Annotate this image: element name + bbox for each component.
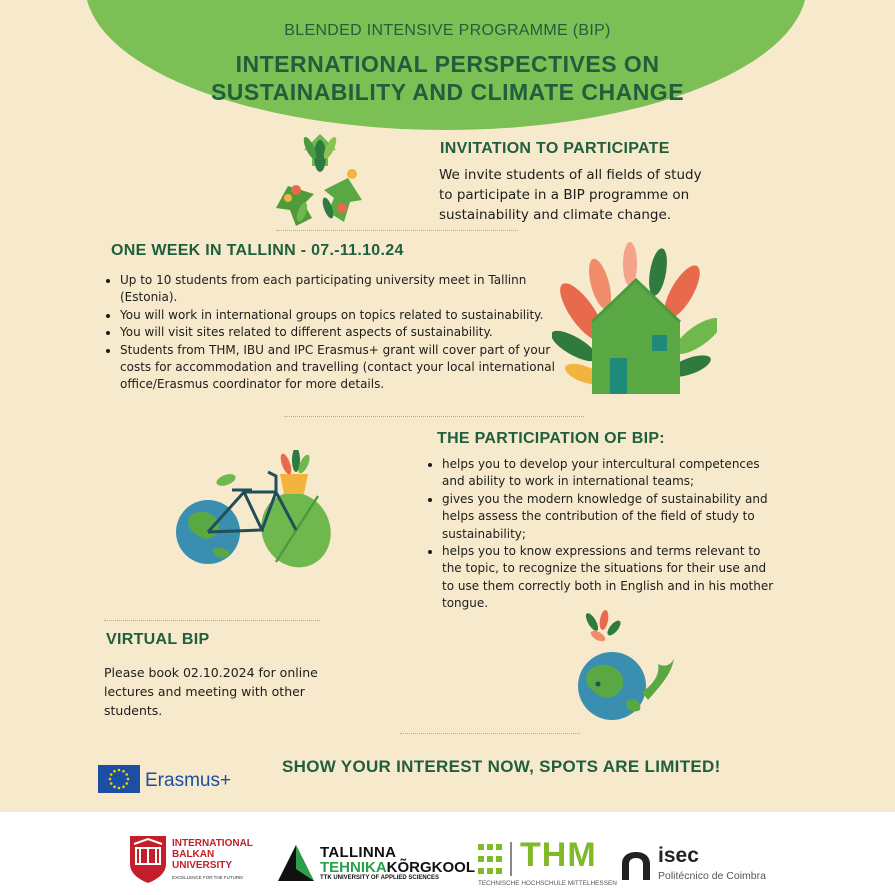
divider: [104, 620, 320, 621]
thm-subtitle: TECHNISCHE HOCHSCHULE MITTELHESSEN: [478, 880, 617, 887]
list-item: • helps you to develop your intercultural competences and ability to work in international teams;: [442, 456, 782, 491]
ttk-line-2a: TEHNIKA: [320, 859, 387, 876]
ibu-logo: [128, 834, 258, 884]
tallinn-heading: ONE WEEK IN TALLINN - 07.-11.10.24: [111, 242, 404, 259]
virtual-line-3: students.: [104, 703, 163, 718]
title-line-1: INTERNATIONAL PERSPECTIVES ON: [235, 51, 660, 77]
tallinn-list: [104, 272, 560, 394]
participation-heading: THE PARTICIPATION OF BIP:: [437, 430, 665, 447]
list-item: • You will work in international groups on topics related to sustainability.: [120, 307, 560, 324]
invitation-line-3: sustainability and climate change.: [439, 207, 672, 223]
isec-arch-icon: [620, 850, 652, 880]
ttk-logo: [276, 840, 476, 884]
virtual-heading: VIRTUAL BIP: [106, 631, 210, 648]
thm-divider: [510, 842, 512, 876]
ttk-line-1: TALLINNA: [320, 844, 397, 861]
divider: [284, 416, 584, 417]
ibu-line-2: BALKAN: [172, 849, 215, 860]
thm-wordmark: THM: [520, 836, 597, 874]
globe-bicycle-icon: [172, 450, 337, 572]
invitation-line-1: We invite students of all fields of study: [439, 167, 702, 183]
divider: [276, 230, 518, 231]
ibu-name: [172, 838, 253, 871]
ttk-line-3: TTK UNIVERSITY OF APPLIED SCIENCES: [320, 875, 440, 881]
list-item: • helps you to know expressions and terms relevant to the topic, to recognize the situations for their use and to use them correctly both in English and in his mother tongue.: [442, 543, 782, 613]
globe-whale-icon: [568, 610, 680, 728]
title-line-2: SUSTAINABILITY AND CLIMATE CHANGE: [210, 79, 685, 105]
ttk-line-2: [320, 860, 475, 875]
isec-logo: [620, 846, 790, 886]
ibu-shield-icon: [128, 834, 168, 884]
recycle-plants-icon: [266, 128, 372, 228]
invitation-line-2: to participate in a BIP programme on: [439, 187, 690, 203]
eu-flag-icon: [98, 765, 140, 793]
participation-list: [426, 456, 782, 613]
invitation-heading: INVITATION TO PARTICIPATE: [440, 140, 670, 157]
list-item: • You will visit sites related to different aspects of sustainability.: [120, 324, 560, 341]
ttk-line-2b: KÕRGKOOL: [386, 859, 476, 876]
virtual-line-1: Please book 02.10.2024 for online: [104, 665, 318, 680]
house-plants-icon: [552, 242, 717, 397]
virtual-line-2: lectures and meeting with other: [104, 684, 305, 699]
list-item: • Students from THM, IBU and IPC Erasmus+ grant will cover part of your costs for accommodation and travelling (contact your local international office/Erasmus coordinator for more details.: [120, 342, 560, 394]
invitation-text: [439, 165, 702, 225]
thm-grid-icon: [478, 844, 502, 874]
erasmus-wordmark: Erasmus+: [145, 770, 232, 791]
page-title: [0, 50, 895, 106]
ibu-tagline: EXCELLENCE FOR THE FUTURE!: [172, 875, 244, 880]
virtual-text: [104, 663, 318, 720]
list-item: • Up to 10 students from each participating university meet in Tallinn (Estonia).: [120, 272, 560, 307]
list-item: • gives you the modern knowledge of sustainability and helps assess the contribution of the field of study to sustainability;: [442, 491, 782, 543]
divider: [400, 733, 580, 734]
ibu-line-1: INTERNATIONAL: [172, 838, 253, 849]
isec-subtitle: Politécnico de Coimbra: [658, 870, 766, 882]
ttk-triangle-icon: [276, 843, 316, 883]
call-to-action: SHOW YOUR INTEREST NOW, SPOTS ARE LIMITED!: [282, 757, 721, 776]
programme-type: BLENDED INTENSIVE PROGRAMME (BIP): [284, 22, 611, 39]
ibu-line-3: UNIVERSITY: [172, 860, 233, 871]
isec-wordmark: isec: [658, 844, 699, 867]
thm-logo: [478, 836, 618, 892]
